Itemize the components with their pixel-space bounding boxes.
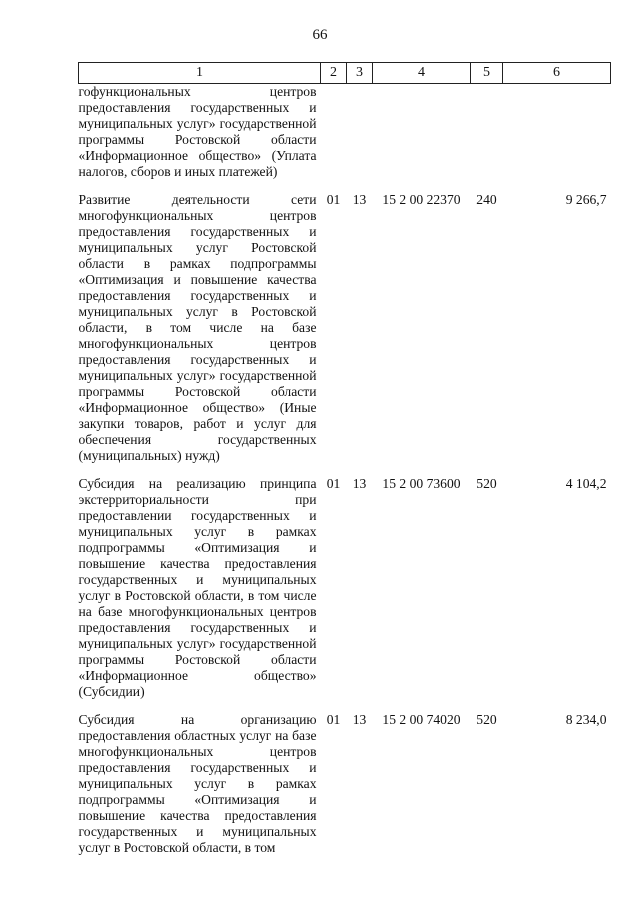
table-row	[79, 180, 611, 464]
row-target-code	[373, 84, 471, 181]
row-section: 01	[326, 712, 341, 727]
header-col-1: 1	[79, 63, 321, 84]
row-expense-type	[471, 84, 503, 181]
row-section	[321, 84, 347, 181]
row-section: 01	[326, 192, 341, 207]
header-col-2: 2	[321, 63, 347, 84]
row-subsection: 13	[352, 712, 367, 727]
row-amount: 9 266,7	[565, 192, 607, 207]
row-amount	[503, 84, 611, 181]
row-description: Развитие деятельности сети многофункциональных центров предоставления государственных и муниципальных услуг Ростовской области в рамках подпрограммы «Оптимизация и повышение качества предоставления государственных и муниципальных услуг в Ростовской области, в том числе на базе многофункциональных центров предоставления государственных и муниципальных услуг» государственной программы Ростовской области «Информационное общество» (Иные закупки товаров, работ и услуг для обеспечения государственных (муниципальных) нужд)	[78, 192, 317, 463]
row-section: 01	[326, 476, 341, 491]
header-col-3: 3	[347, 63, 373, 84]
row-description: Субсидия на организацию предоставления областных услуг на базе многофункциональных центров предоставления государственных и муниципальных услуг в рамках подпрограммы «Оптимизация и повышение качества предоставления государственных и муниципальных услуг в Ростовской области, в том	[78, 712, 317, 855]
row-expense-type: 520	[476, 476, 497, 491]
row-expense-type: 520	[476, 712, 497, 727]
row-expense-type: 240	[476, 192, 497, 207]
row-target-code: 15 2 00 74020	[382, 712, 461, 727]
row-subsection	[347, 84, 373, 181]
header-col-5: 5	[471, 63, 503, 84]
row-description: Субсидия на реализацию принципа экстерриториальности при предоставлении государственных и муниципальных услуг в рамках подпрограммы «Оптимизация и повышение качества предоставления государственных и муниципальных услуг в Ростовской области, в том числе на базе многофункциональных центров предоставления государственных и муниципальных услуг» государственной программы Ростовской области «Информационное общество» (Субсидии)	[78, 476, 317, 699]
row-subsection: 13	[352, 192, 367, 207]
table-row	[79, 464, 611, 700]
page-number: 66	[312, 27, 328, 43]
table-row	[79, 700, 611, 856]
budget-table	[78, 62, 611, 856]
row-subsection: 13	[352, 476, 367, 491]
row-amount: 4 104,2	[565, 476, 607, 491]
table-row	[79, 84, 611, 181]
row-amount: 8 234,0	[565, 712, 607, 727]
row-target-code: 15 2 00 22370	[382, 192, 461, 207]
table-header-row	[79, 63, 611, 84]
header-col-4: 4	[373, 63, 471, 84]
row-target-code: 15 2 00 73600	[382, 476, 461, 491]
header-col-6: 6	[503, 63, 611, 84]
row-description: гофункциональных центров предоставления государственных и муниципальных услуг» государственной программы Ростовской области «Информационное общество» (Уплата налогов, сборов и иных платежей)	[78, 84, 317, 179]
